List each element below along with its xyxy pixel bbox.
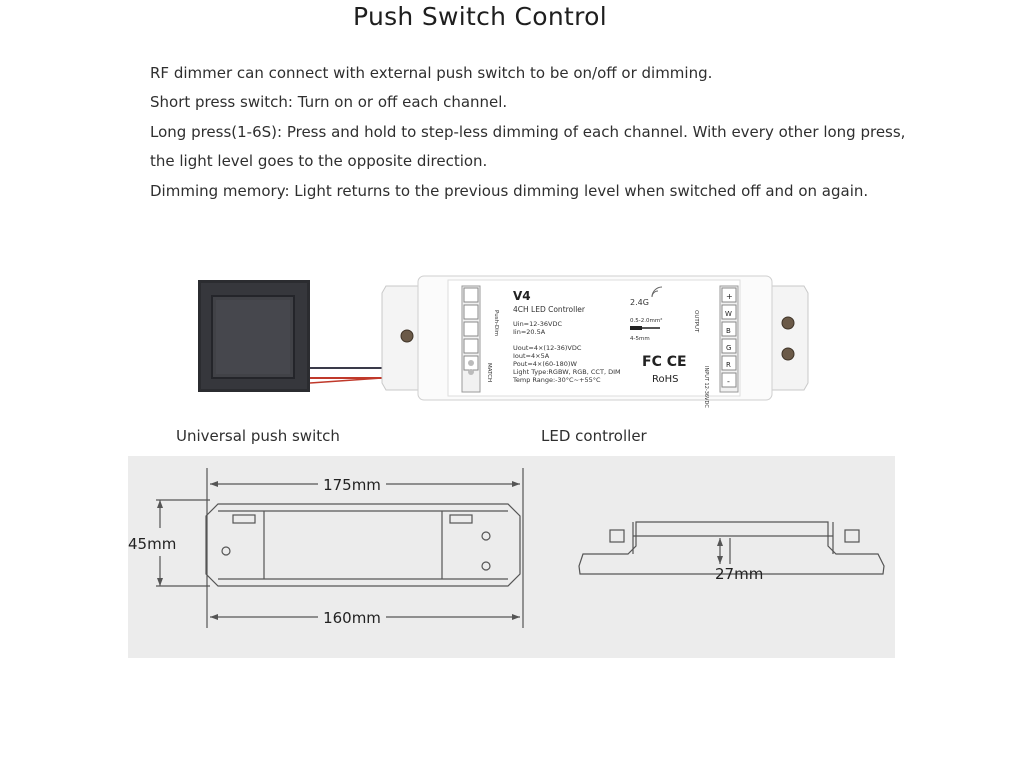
dimension-27mm: 27mm <box>715 565 764 583</box>
paragraph-rf-dimmer: RF dimmer can connect with external push switch to be on/off or dimming. <box>150 64 713 82</box>
controller-light-type: Light Type:RGBW, RGB, CCT, DIM <box>513 368 621 376</box>
terminal-b: B <box>726 327 731 335</box>
dimension-160mm: 160mm <box>323 609 381 627</box>
controller-iout: Iout=4×5A <box>513 352 550 360</box>
dimension-drawing <box>128 456 895 658</box>
paragraph-long-press: Long press(1-6S): Press and hold to step-less dimming of each channel. With every other long press, <box>150 123 906 141</box>
output-label: OUTPUT <box>693 310 699 333</box>
controller-name: 4CH LED Controller <box>513 305 586 314</box>
controller-uin: Uin=12-36VDC <box>513 320 563 328</box>
certification-marks: FC CE <box>642 354 687 370</box>
paragraph-dimming-memory: Dimming memory: Light returns to the previous dimming level when switched off and on again. <box>150 182 869 200</box>
terminal-r: R <box>726 361 731 369</box>
dimension-175mm: 175mm <box>323 476 381 494</box>
controller-model: V4 <box>513 289 531 303</box>
push-switch-image <box>198 280 310 392</box>
paragraph-long-press-continued: the light level goes to the opposite direction. <box>150 152 488 170</box>
paragraph-short-press: Short press switch: Turn on or off each channel. <box>150 93 508 111</box>
wiring-illustration <box>190 268 840 408</box>
page-title: Push Switch Control <box>353 2 607 31</box>
terminal-w: W <box>725 310 732 318</box>
controller-temp-range: Temp Range:-30°C~+55°C <box>513 376 601 384</box>
controller-frequency: 2.4G <box>630 298 649 307</box>
terminal-g: G <box>726 344 732 352</box>
controller-pout: Pout=4×(60-180)W <box>513 360 577 368</box>
caption-push-switch: Universal push switch <box>176 427 340 445</box>
controller-strip-length: 4-5mm <box>630 336 650 342</box>
input-label: INPUT 12-36VDC <box>703 366 709 408</box>
rohs-mark: RoHS <box>652 374 679 385</box>
match-label: MATCH <box>486 363 492 383</box>
dimension-45mm: 45mm <box>128 535 177 553</box>
push-dim-label: Push-Dim <box>493 310 499 337</box>
caption-led-controller: LED controller <box>541 427 647 445</box>
terminal-plus: + <box>726 292 733 301</box>
terminal-minus: - <box>727 377 730 386</box>
controller-iin: Iin=20.5A <box>513 328 546 336</box>
dimension-diagram <box>128 456 895 658</box>
controller-wire-spec: 0.5-2.0mm² <box>630 318 663 324</box>
controller-uout: Uout=4×(12-36)VDC <box>513 344 582 352</box>
